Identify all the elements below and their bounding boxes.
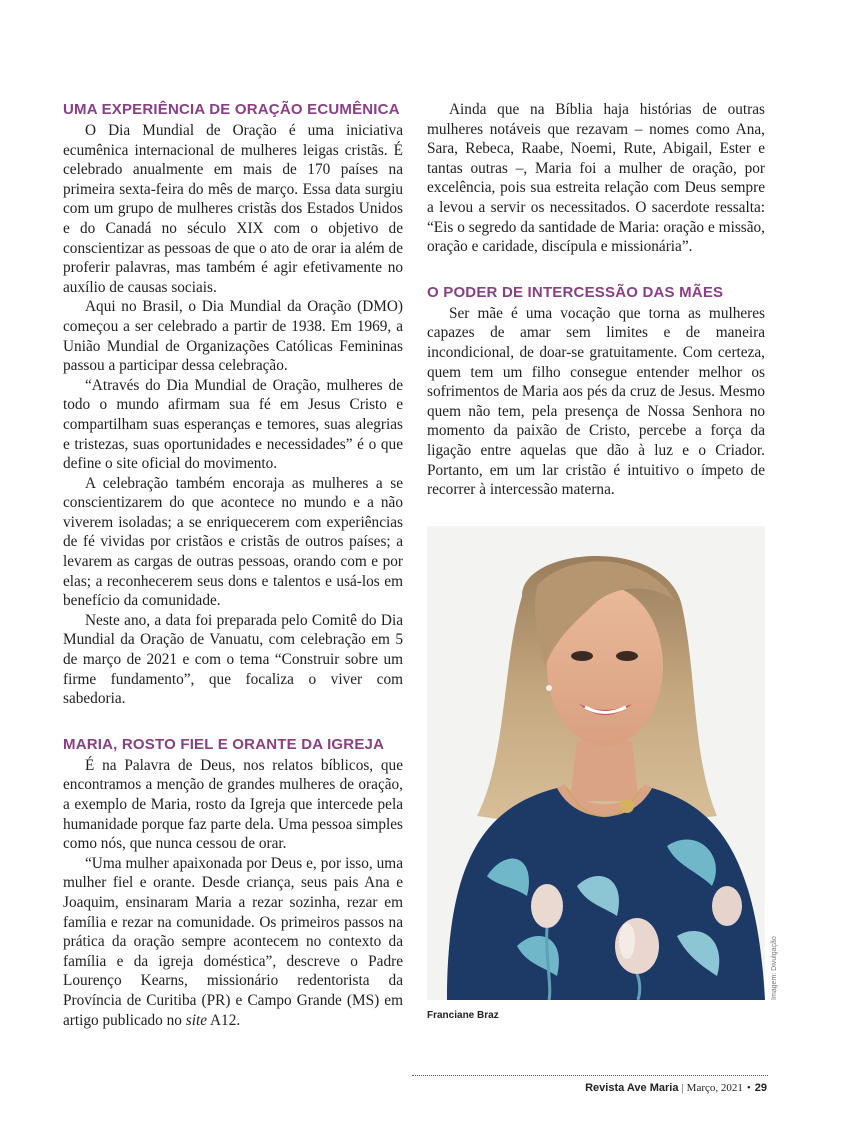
body-paragraph: “Através do Dia Mundial de Oração, mulheres de todo o mundo afirmam sua fé em Jesus Cristo e compartilham suas esperanças e temores, suas alegrias e tristezas, suas oportunidades e necessidades” é o que define o site oficial do movimento.: [63, 376, 403, 473]
footer-separator: |: [681, 1082, 684, 1094]
section-heading-maes: O PODER DE INTERCESSÃO DAS MÃES: [427, 283, 724, 301]
body-paragraph: É na Palavra de Deus, nos relatos bíblicos, que encontramos a menção de grandes mulheres de oração, a exemplo de Maria, rosto da Igreja que intercede pela humanidade porque faz parte dela. Uma pessoa simples como nós, que nunca cessou de orar.: [63, 756, 403, 853]
body-paragraph: Ainda que na Bíblia haja histórias de outras mulheres notáveis que rezavam – nomes como Ana, Sara, Rebeca, Raabe, Noemi, Rute, Abigail, Ester e tantas outras –, Maria foi a mulher de oração, por excelência, pois sua estreita relação com Deus sempre a levou a servir os necessitados. O sacerdote ressalta: “Eis o segredo da santidade de Maria: oração e missão, oração e caridade, discípula e missionária”.: [427, 101, 765, 256]
section-heading-ecumenical: UMA EXPERIÊNCIA DE ORAÇÃO ECUMÊNICA: [63, 101, 400, 118]
footer-divider: [412, 1075, 768, 1076]
body-paragraph: Neste ano, a data foi preparada pelo Comitê do Dia Mundial da Oração de Vanuatu, com celebração em 5 de março de 2021 e com o tema “Construir sobre um firme fundamento”, que focaliza o viver com sabedoria.: [63, 611, 403, 708]
portrait-photo: [427, 526, 765, 1000]
footer-date: Março, 2021: [686, 1082, 743, 1094]
footer-magazine-name: Revista Ave Maria: [585, 1082, 679, 1094]
page-footer: [585, 1082, 767, 1094]
section-heading-maria: MARIA, ROSTO FIEL E ORANTE DA IGREJA: [63, 735, 385, 753]
body-paragraph: O Dia Mundial de Oração é uma iniciativa ecumênica internacional de mulheres leigas cristãs. É celebrado anualmente em mais de 170 países na primeira sexta-feira do mês de março. Essa data surgiu com um grupo de mulheres cristãs dos Estados Unidos e do Canadá no século XIX com o objetivo de conscientizar as pessoas de que o ato de orar ia além de proferir palavras, mas também é agir efetivamente no auxílio de causas sociais.: [63, 122, 403, 296]
footer-bullet: •: [746, 1082, 751, 1094]
body-paragraph: Aqui no Brasil, o Dia Mundial da Oração (DMO) começou a ser celebrado a partir de 1938. Em 1969, a União Mundial de Organizações Católicas Femininas passou a participar dessa celebração.: [63, 298, 403, 375]
photo-credit: Imagem: Divulgação: [771, 936, 778, 1000]
body-paragraph: Ser mãe é uma vocação que torna as mulheres capazes de amar sem limites e de maneira incondicional, de doar-se gratuitamente. Com certeza, quem tem um filho consegue entender melhor os sofrimentos de Maria aos pés da cruz de Jesus. Mesmo quem não tem, pela presença de Nossa Senhora no momento da paixão de Cristo, percebe a força da ligação entre aquelas que dão à luz e o Criador. Portanto, em um lar cristão é intuitivo o ímpeto de recorrer à intercessão materna.: [427, 304, 765, 499]
body-paragraph: “Uma mulher apaixonada por Deus e, por isso, uma mulher fiel e orante. Desde criança, seus pais Ana e Joaquim, ensinaram Maria a rezar sozinha, rezar em família e rezar na comunidade. Os primeiros passos na prática da oração sempre acontecem no contexto da família e da igreja doméstica”, descreve o Padre Lourenço Kearns, missionário redentorista da Província de Curitiba (PR) e Campo Grande (MS) em artigo publicado no site A12.: [63, 854, 403, 1029]
right-column: [427, 100, 765, 500]
left-column: [63, 100, 403, 1030]
body-paragraph: A celebração também encoraja as mulheres a se conscientizarem do que acontece no mundo e a não viverem isoladas; a se enriquecerem com experiências de fé vividas por cristãos e cristãs de outros países; a levarem as cargas de outras pessoas, orando com e por elas; a reconhecerem seus dons e talentos e usá-los em benefício da comunidade.: [63, 474, 403, 610]
page-number: 29: [754, 1082, 767, 1094]
portrait-illustration: [427, 526, 765, 1000]
photo-caption: Franciane Braz: [427, 1010, 499, 1021]
italic-word: site: [185, 1011, 208, 1029]
